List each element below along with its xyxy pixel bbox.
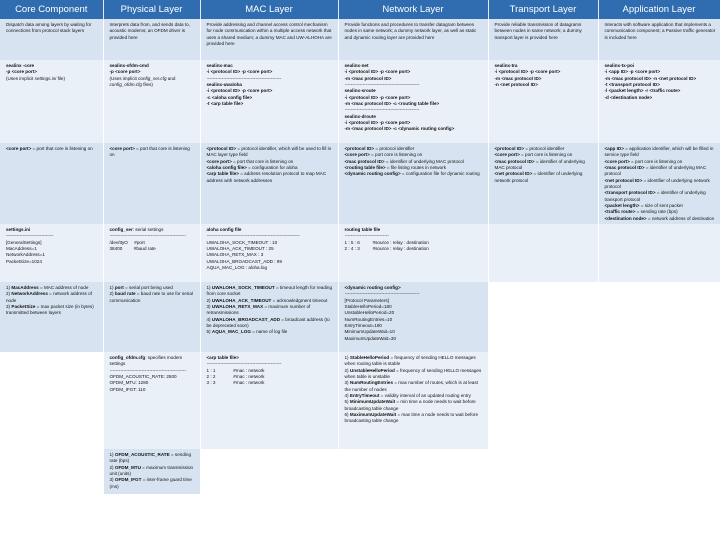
- cell: [103, 143, 200, 224]
- cell: [488, 143, 598, 224]
- cell-line: Interacts with software application that implements a communication component; a Passive traffic generator is included here: [604, 22, 716, 40]
- cell-line: sealinx-net: [344, 63, 369, 68]
- cell-line: 2) baud rate = baud rate to use for serial communication: [109, 291, 193, 303]
- cell-line: <traffic route> = sending rate (bps): [604, 209, 678, 215]
- cell-line: <destination node> = network address of destination: [604, 215, 715, 221]
- cell-line: config_ofdm.cfg files): [109, 81, 153, 87]
- cell-line: -n <net protocol ID>: [494, 81, 538, 87]
- cell-line: [Protocol Parameters]: [344, 297, 389, 303]
- cell-line: 2) UWALOHA_ACK_TIMEOUT = acknowledgment timeout: [206, 297, 328, 303]
- cell-line: -i <protocol ID> -p <core port>: [344, 119, 411, 125]
- cell-line: <core port> = port core is listening on: [344, 152, 423, 158]
- cell-line: -m <mac protocol ID> -c <dynamic routing config>: [344, 126, 455, 132]
- cell-line: [GeneralSettings]: [6, 239, 42, 245]
- cell: [598, 282, 720, 352]
- header-row: [0, 0, 720, 19]
- header-network-layer: Network Layer: [338, 0, 488, 19]
- cell-line: -p <core port>: [6, 69, 37, 75]
- cell: [0, 143, 103, 224]
- cell-line: 3 : 3 #mac : network: [206, 380, 265, 386]
- cell-line: -l <packet length> -r <traffic route>: [604, 88, 681, 94]
- cell-line: sealinx-droute: [344, 113, 376, 119]
- cell: [200, 282, 338, 352]
- table-row-config-params: [0, 282, 720, 352]
- table-row-config-files: [0, 224, 720, 282]
- cell: [338, 352, 488, 449]
- table-row-extra-config: [0, 352, 720, 449]
- table-row-arguments: [0, 143, 720, 224]
- cell-line: 1) MacAddress = MAC address of node: [6, 284, 89, 290]
- cell-line: sealinx-tra: [494, 63, 518, 68]
- cell-line: -i <protocol ID> -p <core port>: [206, 88, 273, 94]
- cell-line: --------------------------------------------------: [109, 367, 186, 373]
- cell-line: <mac protocol ID> = identifier of underlying MAC protocol: [344, 158, 464, 164]
- cell: [488, 19, 598, 60]
- cell-line: OFDM_ACOUSTIC_RATE: 2500: [109, 373, 177, 379]
- cell-line: OFDM_MTU: 1280: [109, 380, 149, 386]
- cell: [598, 449, 720, 494]
- cell-line: -m <mac protocol ID>: [494, 75, 542, 81]
- cell-line: -p <core port>: [109, 69, 141, 75]
- header-application-layer: Application Layer: [598, 0, 720, 19]
- cell: [488, 60, 598, 143]
- cell-line: <protocol ID> = protocol identifier: [494, 146, 565, 151]
- cell-line: sealinx -core: [6, 63, 35, 68]
- cell-line: -------------------------------------------------: [344, 81, 420, 87]
- cell-line: 1 : 5 : 6 #source : relay : destination: [344, 239, 429, 245]
- cell-line: sealinx-ofdm-cmd: [109, 63, 149, 68]
- cell: [338, 19, 488, 60]
- cell-line: 6) MaximumUpdateWait = max time a node needs to wait before broadcasting table change: [344, 411, 479, 424]
- cell-line: EntryTimeout=190: [344, 322, 382, 328]
- table-row-commands: [0, 60, 720, 143]
- cell-line: <mac protocol ID> = identifier of underlying MAC protocol: [494, 158, 585, 170]
- cell-line: -m <mac protocol ID>: [344, 75, 392, 81]
- cell: [0, 60, 103, 143]
- cell-line: 4) UWALOHA_BROADCAST_ADD = broadcast address (to be deprecated soon): [206, 316, 330, 328]
- cell: [200, 449, 338, 494]
- cell-line: <mac protocol ID> = identifier of underlying MAC protocol: [604, 164, 707, 177]
- header-mac-layer: MAC Layer: [200, 0, 338, 19]
- cell-line: <protocol ID> = protocol identifier, which will be used to fill in MAC layer type field: [206, 146, 332, 158]
- cell-line: 1) UWALOHA_SOCK_TIMEOUT = timeout length for reading from core socket: [206, 284, 333, 297]
- cell: [200, 19, 338, 60]
- cell-line: Dispatch data among layers by waiting for connections from protocol stack layers: [6, 22, 92, 34]
- cell-line: -t <transport protocol ID>: [604, 81, 660, 87]
- cell-line: Provide functions and procedures to transfer datagram between nodes in same network; a dummy network layer, as well as static and dynamic routing layer are provided here: [344, 22, 477, 40]
- cell-line: 2) OFDM_MTU = maximum transmission unit (units): [109, 464, 194, 476]
- cell-line: -m <mac protocol ID> -n <net protocol ID>: [604, 75, 697, 81]
- cell-line: 1) StableHelloPeriod = frequency of sending HELLO messages when routing table is stable: [344, 354, 476, 367]
- cell-line: sealinx-tx-poi: [604, 63, 635, 68]
- cell: [598, 19, 720, 60]
- cell: [200, 143, 338, 224]
- cell-line: sealinx-uwaloha: [206, 81, 242, 87]
- cell-line: UWALOHA_SOCK_TIMEOUT : 10: [206, 239, 278, 245]
- header-physical-layer: Physical Layer: [103, 0, 200, 19]
- cell-line: UnstableHelloPeriod=20: [344, 310, 395, 316]
- cell-line: <app ID> = application identifier, which will be filled in service type field: [604, 146, 714, 158]
- cell-line: -------------------------------: [6, 233, 54, 239]
- cell-line: <dynamic routing config> = configuration file for dynamic routing: [344, 171, 480, 177]
- cell-line: -d <destination node>: [604, 94, 653, 100]
- table-row-description: [0, 19, 720, 60]
- cell-line: MinimumUpdateWait=10: [344, 329, 395, 335]
- cell-line: -------------------------------------------------------------: [206, 233, 300, 239]
- cell-line: (Uses implicit config_ser.cfg and: [109, 75, 176, 81]
- cell-line: -------------------------------------------------: [344, 107, 420, 113]
- cell-line: <packet length> = size of sent packet: [604, 202, 683, 208]
- cell: [488, 449, 598, 494]
- cell: [488, 224, 598, 282]
- cell: [103, 60, 200, 143]
- cell-line: <core port> = port that core is listening on: [109, 146, 190, 158]
- cell-line: UWALOHA_RETX_MAX : 3: [206, 252, 264, 258]
- cell-line: aloha config file: [206, 226, 242, 232]
- cell-line: 5) MinimumUpdateWait = min time a node needs to wait before broadcasting table change: [344, 399, 476, 411]
- cell-line: <protocol ID> = protocol identifier: [344, 146, 415, 151]
- cell: [488, 282, 598, 352]
- cell-line: sealinx-sroute: [344, 88, 376, 94]
- cell: [338, 60, 488, 143]
- cell-line: 2 : 4 : 3 #source : relay : destination: [344, 245, 429, 251]
- cell-line: <arp table file> = address resolution protocol to map MAC address with network addresses: [206, 171, 327, 183]
- header-transport-layer: Transport Layer: [488, 0, 598, 19]
- header-core-component: Core Component: [0, 0, 103, 19]
- cell-line: -------------------------------------------------: [344, 291, 420, 297]
- cell-line: UWALOHA_BROADCAST_ADD : 99: [206, 258, 282, 264]
- cell-line: --------------------------------------------------: [109, 233, 186, 239]
- cell: [598, 143, 720, 224]
- cell-line: <transport protocol ID> = identifier of underlying transport protocol: [604, 190, 706, 202]
- cell-line: Provide reliable transmission of datagrams between nodes in same network; a dummy transport layer is provided here: [494, 22, 582, 40]
- cell-line: 3) UWALOHA_RETX_MAX = maximum number of retransmissions: [206, 303, 311, 316]
- cell-line: 38400 #baud rate: [109, 245, 156, 251]
- cell-line: (Uses implicit settings.ini file): [6, 75, 65, 81]
- cell: [598, 60, 720, 143]
- cell-line: <aloha config file> = configuration for aloha: [206, 164, 298, 170]
- cell: [103, 449, 200, 494]
- cell-line: PacketSize=1024: [6, 258, 42, 264]
- cell: [0, 282, 103, 352]
- cell: [103, 19, 200, 60]
- cell-line: -t <arp table file>: [206, 100, 244, 106]
- cell-line: <core port> = port core is listening on: [604, 158, 683, 164]
- cell-line: MaximumUpdateWait=30: [344, 335, 397, 341]
- cell-line: -------------------------------------------------: [206, 361, 282, 367]
- cell-line: config_ser: serial settings: [109, 226, 164, 232]
- cell-line: <dynamic routing config>: [344, 284, 401, 290]
- cell: [0, 449, 103, 494]
- cell-line: <net protocol ID> = identifier of underlying network protocol: [604, 177, 710, 189]
- cell-line: 1 : 1 #mac : network: [206, 367, 265, 373]
- cell: [598, 352, 720, 449]
- cell-line: 1) port = serial port being used: [109, 284, 173, 290]
- cell: [200, 352, 338, 449]
- cell-line: Interprets data from, and sends data to, acoustic modems; an OFDM driver is provided here: [109, 22, 190, 40]
- cell: [488, 352, 598, 449]
- cell-line: 3) PacketSize = max packet size (in bytes) transmitted between layers: [6, 303, 94, 316]
- cell: [0, 19, 103, 60]
- cell-line: 2) UnstableHelloPeriod = frequency of sending HELLO messages when table is unstable: [344, 367, 482, 379]
- cell-line: <core port> = port core is listening on: [494, 152, 573, 158]
- cell-line: <net protocol ID> = identifier of underlying network protocol: [494, 171, 583, 183]
- cell: [598, 224, 720, 282]
- cell-line: OFDM_IFGT: 110: [109, 386, 146, 392]
- cell-line: config_ofdm.cfg: specifies modem settings: [109, 354, 183, 367]
- cell-line: /dev/ttyO #port: [109, 239, 145, 245]
- cell: [338, 282, 488, 352]
- table-body: [0, 19, 720, 494]
- cell-line: -----------------------------: [344, 233, 389, 239]
- cell: [103, 352, 200, 449]
- cell: [338, 449, 488, 494]
- cell-line: settings.ini: [6, 226, 31, 232]
- table-row-ofdm-params: [0, 449, 720, 494]
- cell-line: -i <protocol ID> -p <core port>: [344, 94, 411, 100]
- cell-line: -i <app ID> -p <core port>: [604, 69, 661, 75]
- cell-line: routing table file: [344, 226, 381, 232]
- cell-line: 5) AQUA_MAC_LOG = name of log file: [206, 329, 288, 335]
- cell-line: <arp table file>: [206, 354, 239, 360]
- cell-line: <routing table file> = file listing routes in network: [344, 164, 446, 170]
- cell-line: <core port> = port that core is listening on: [6, 146, 93, 151]
- cell-line: sealinx-mac: [206, 63, 233, 68]
- cell-line: 1) OFDM_ACOUSTIC_RATE = sending rate (bps): [109, 451, 191, 464]
- cell: [103, 282, 200, 352]
- cell-line: -c <aloha config file>: [206, 94, 253, 100]
- cell-line: -i <protocol ID> -p <core port>: [494, 69, 561, 75]
- cell: [338, 143, 488, 224]
- cell-line: 4) EntryTimeout = validity interval of an updated routing entry: [344, 392, 471, 398]
- cell-line: StableHelloPeriod=180: [344, 303, 392, 309]
- cell-line: -i <protocol ID> -p <core port>: [206, 69, 273, 75]
- cell: [103, 224, 200, 282]
- cell-line: -------------------------------------------------: [206, 75, 282, 81]
- cell: [200, 60, 338, 143]
- cell-line: Provide addressing and channel access control mechanism for node communication within a multiple access network that uses a shared medium; a dummy MAC and UW-ALHOHA are provided here: [206, 22, 332, 46]
- cell-line: MacAddress=1: [6, 245, 37, 251]
- cell: [200, 224, 338, 282]
- cell-line: 2 : 2 #mac : network: [206, 373, 265, 379]
- cell-line: -m <mac protocol ID> -c <routing table file>: [344, 100, 440, 106]
- cell: [0, 224, 103, 282]
- cell: [0, 352, 103, 449]
- cell-line: NumRoutingEntries=10: [344, 316, 393, 322]
- cell-line: 2) NetworkAddress = network address of node: [6, 291, 92, 303]
- cell-line: NetworkAddress=1: [6, 252, 45, 258]
- cell: [338, 224, 488, 282]
- cell-line: AQUA_MAC_LOG : aloha.log: [206, 264, 268, 270]
- cell-line: -i <protocol ID> -p <core port>: [344, 69, 411, 75]
- cell-line: 3) OFDM_IFGT = inter-frame guard time (ms): [109, 477, 192, 489]
- cell-line: 3) NumRoutingEntries = max number of routes, which is at least the number of nodes: [344, 380, 478, 392]
- cell-line: <core port> = port that core is listening on: [206, 158, 294, 164]
- cell-line: UWALOHA_ACK_TIMEOUT : 25: [206, 245, 274, 251]
